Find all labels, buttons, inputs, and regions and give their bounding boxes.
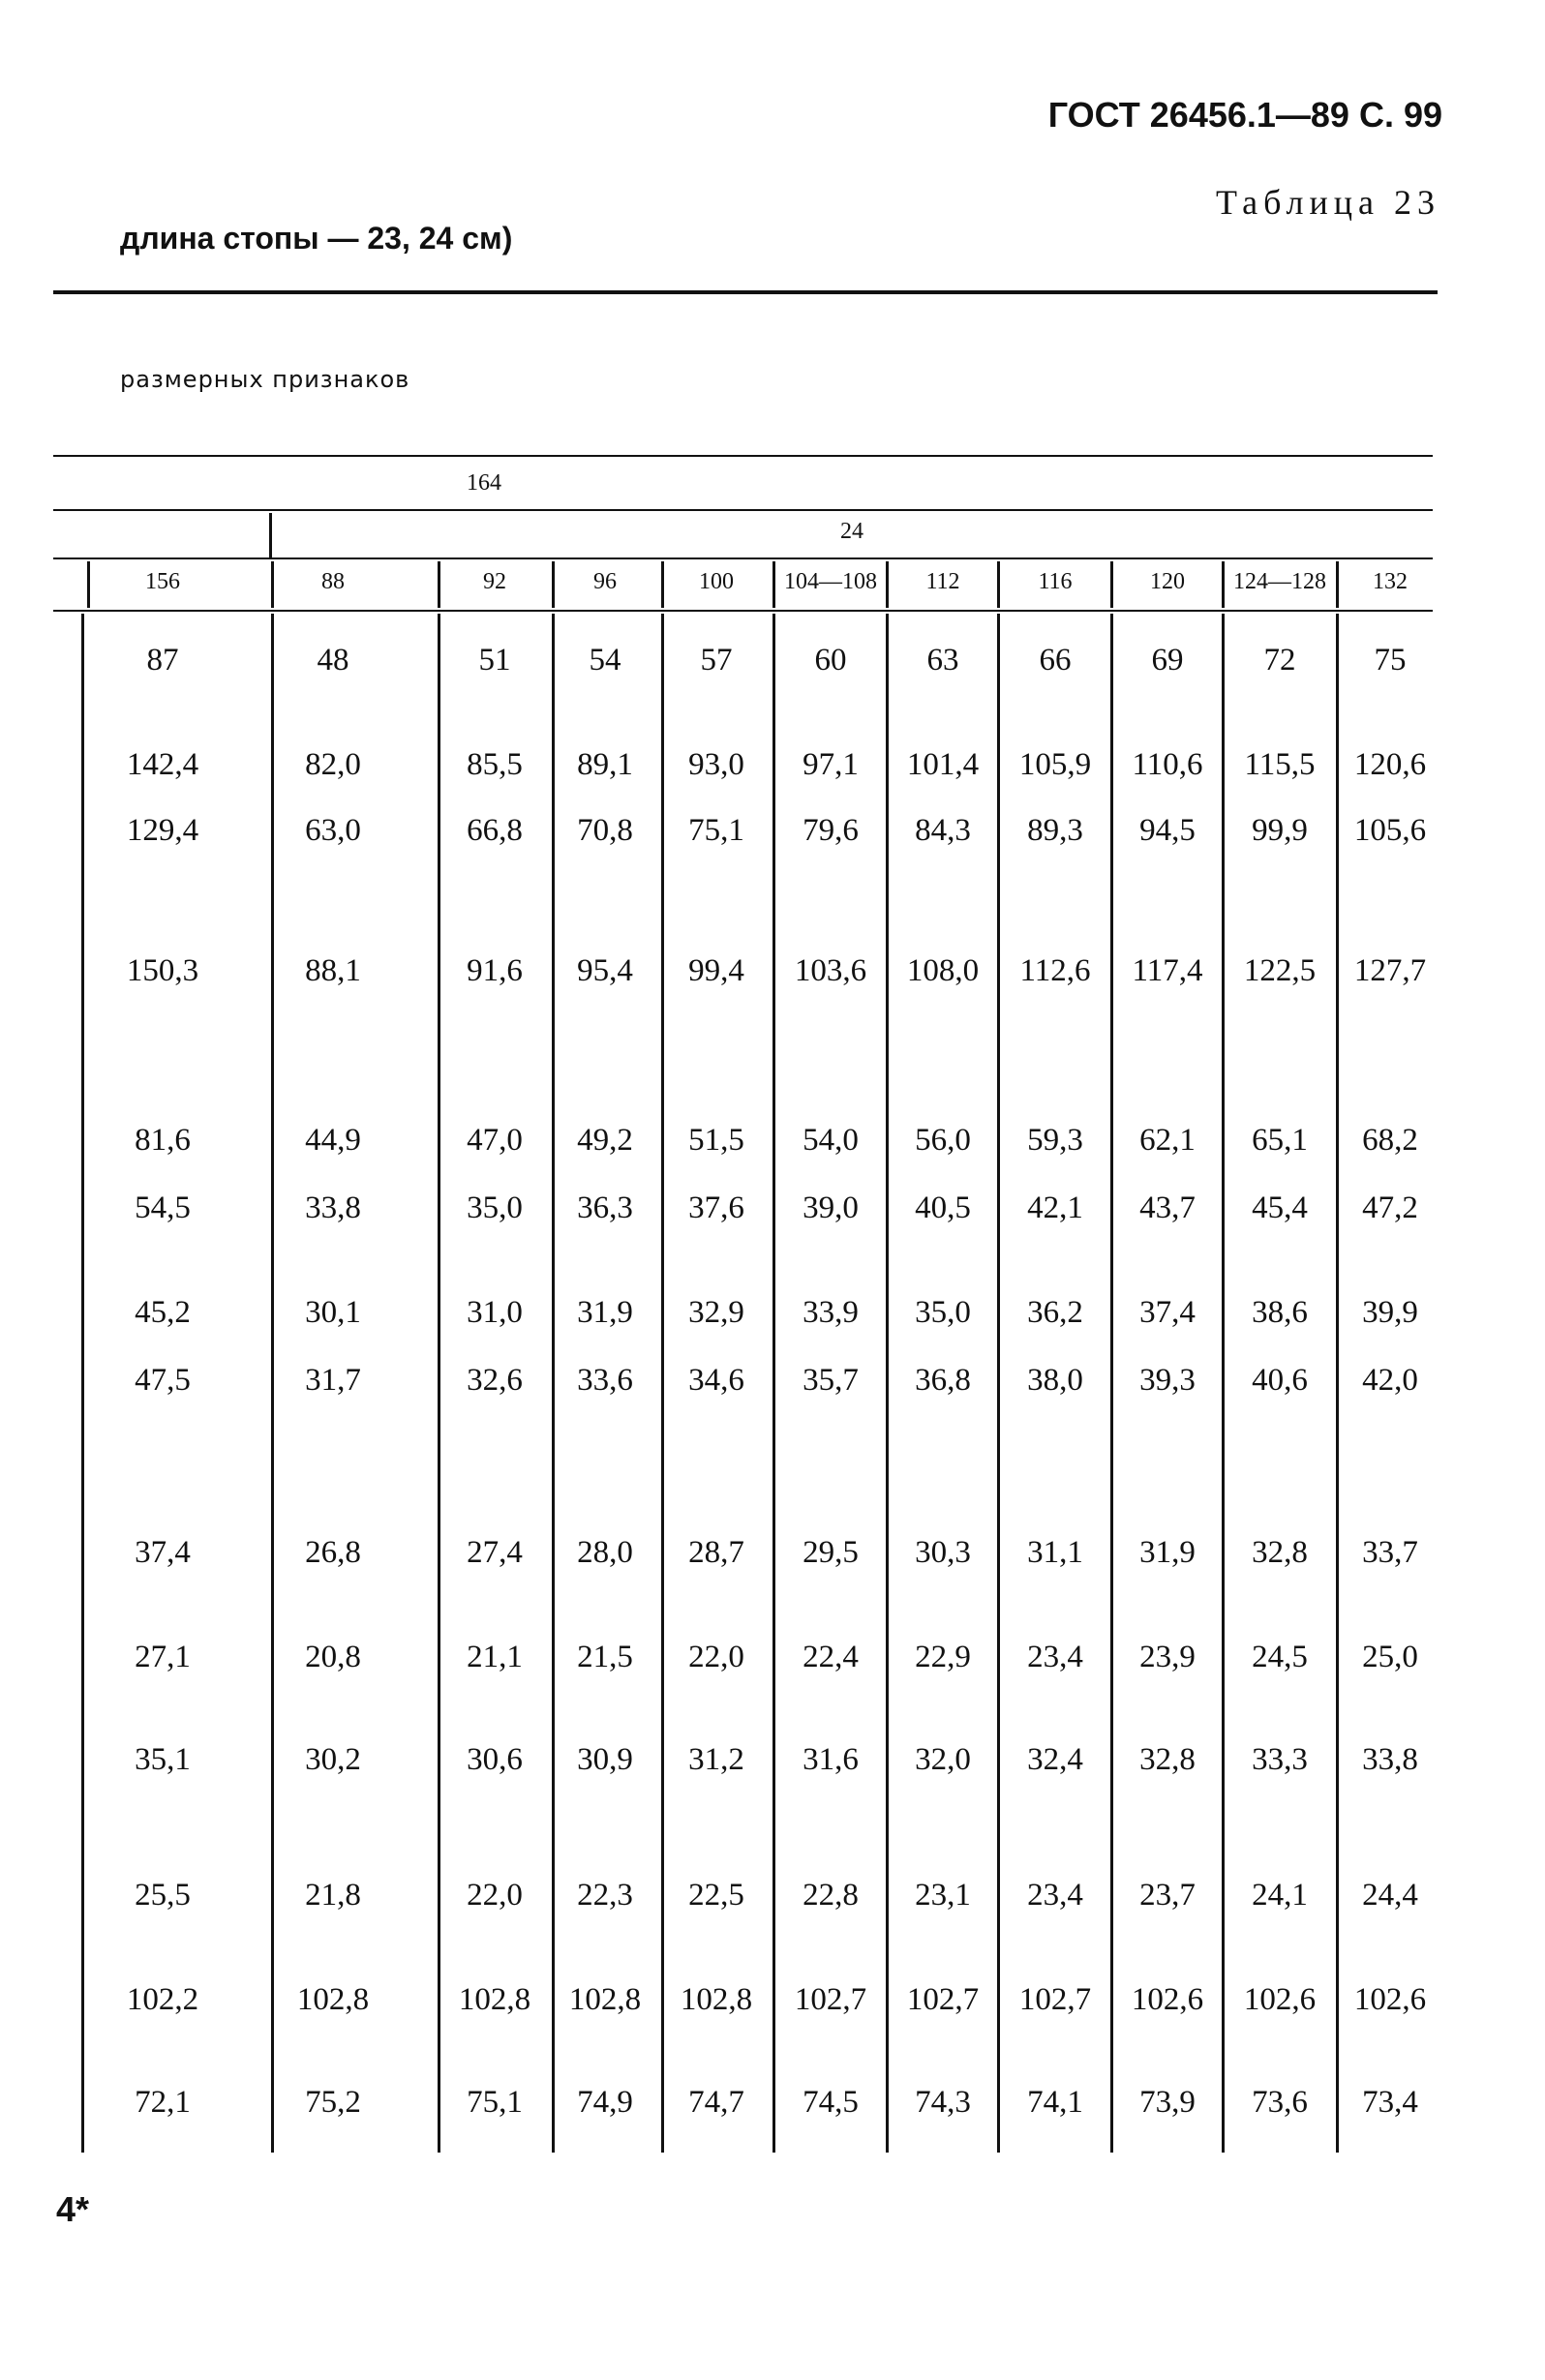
table-cell: 39,0 bbox=[803, 1190, 859, 1225]
table-cell: 23,4 bbox=[1027, 1640, 1083, 1674]
column-divider bbox=[997, 614, 1000, 2153]
table-cell: 75,1 bbox=[467, 2085, 523, 2120]
table-cell: 28,7 bbox=[688, 1535, 744, 1570]
table-cell: 30,1 bbox=[305, 1295, 361, 1330]
table-cell: 74,3 bbox=[915, 2085, 971, 2120]
table-cell: 85,5 bbox=[467, 747, 523, 782]
table-cell: 72,1 bbox=[135, 2085, 191, 2120]
table-cell: 37,6 bbox=[688, 1190, 744, 1225]
table-rule-3 bbox=[53, 557, 1433, 559]
footer-mark: 4* bbox=[56, 2189, 90, 2229]
column-divider bbox=[772, 614, 775, 2153]
table-cell: 54,0 bbox=[803, 1123, 859, 1158]
page-header: ГОСТ 26456.1—89 С. 99 bbox=[1047, 95, 1442, 135]
table-rule-4 bbox=[53, 610, 1433, 612]
column-header: 156 bbox=[145, 569, 180, 594]
table-cell: 29,5 bbox=[803, 1535, 859, 1570]
table-cell: 30,2 bbox=[305, 1742, 361, 1777]
table-cell: 49,2 bbox=[577, 1123, 633, 1158]
table-cell: 89,1 bbox=[577, 747, 633, 782]
column-header: 96 bbox=[593, 569, 617, 594]
table-cell: 66 bbox=[1039, 643, 1072, 678]
column-header: 112 bbox=[925, 569, 960, 594]
table-cell: 33,3 bbox=[1252, 1742, 1308, 1777]
column-divider bbox=[1222, 614, 1225, 2153]
table-cell: 26,8 bbox=[305, 1535, 361, 1570]
table-cell: 33,9 bbox=[803, 1295, 859, 1330]
table-cell: 23,7 bbox=[1139, 1878, 1196, 1913]
table-cell: 30,6 bbox=[467, 1742, 523, 1777]
table-cell: 22,9 bbox=[915, 1640, 971, 1674]
column-header: 104—108 bbox=[784, 569, 877, 594]
column-divider bbox=[271, 561, 274, 608]
table-cell: 47,0 bbox=[467, 1123, 523, 1158]
table-cell: 95,4 bbox=[577, 953, 633, 988]
table-cell: 23,1 bbox=[915, 1878, 971, 1913]
table-cell: 42,1 bbox=[1027, 1190, 1083, 1225]
table-cell: 69 bbox=[1151, 643, 1184, 678]
table-cell: 22,8 bbox=[803, 1878, 859, 1913]
column-divider bbox=[661, 561, 664, 608]
table-cell: 56,0 bbox=[915, 1123, 971, 1158]
table-cell: 102,7 bbox=[1018, 1982, 1092, 2017]
table-cell: 31,0 bbox=[467, 1295, 523, 1330]
table-cell: 35,1 bbox=[135, 1742, 191, 1777]
table-cell: 79,6 bbox=[803, 813, 859, 848]
table-cell: 75,1 bbox=[688, 813, 744, 848]
table-cell: 115,5 bbox=[1244, 747, 1316, 782]
table-cell: 75,2 bbox=[305, 2085, 361, 2120]
table-cell: 24,5 bbox=[1252, 1640, 1308, 1674]
table-cell: 103,6 bbox=[794, 953, 867, 988]
table-cell: 87 bbox=[146, 643, 179, 678]
table-cell: 54 bbox=[589, 643, 621, 678]
column-header: 92 bbox=[483, 569, 506, 594]
table-cell: 54,5 bbox=[135, 1190, 191, 1225]
table-cell: 65,1 bbox=[1252, 1123, 1308, 1158]
table-cell: 63,0 bbox=[305, 813, 361, 848]
table-cell: 23,9 bbox=[1139, 1640, 1196, 1674]
table-cell: 22,5 bbox=[688, 1878, 744, 1913]
table-cell: 112,6 bbox=[1019, 953, 1091, 988]
table-cell: 47,2 bbox=[1362, 1190, 1418, 1225]
table-cell: 47,5 bbox=[135, 1363, 191, 1398]
table-cell: 48 bbox=[317, 643, 349, 678]
table-cell: 25,5 bbox=[135, 1878, 191, 1913]
table-cell: 32,6 bbox=[467, 1363, 523, 1398]
table-cell: 45,2 bbox=[135, 1295, 191, 1330]
table-cell: 75 bbox=[1374, 643, 1407, 678]
table-cell: 35,7 bbox=[803, 1363, 859, 1398]
table-cell: 129,4 bbox=[126, 813, 199, 848]
table-cell: 59,3 bbox=[1027, 1123, 1083, 1158]
table-cell: 150,3 bbox=[126, 953, 199, 988]
table-cell: 102,6 bbox=[1131, 1982, 1204, 2017]
column-divider bbox=[886, 561, 889, 608]
column-header: 100 bbox=[699, 569, 734, 594]
table-cell: 102,7 bbox=[906, 1982, 980, 2017]
table-cell: 101,4 bbox=[906, 747, 980, 782]
table-cell: 24,4 bbox=[1362, 1878, 1418, 1913]
column-divider bbox=[87, 561, 90, 608]
table-cell: 40,6 bbox=[1252, 1363, 1308, 1398]
column-header: 88 bbox=[321, 569, 345, 594]
column-divider bbox=[772, 561, 775, 608]
table-cell: 91,6 bbox=[467, 953, 523, 988]
table-cell: 51,5 bbox=[688, 1123, 744, 1158]
table-cell: 32,0 bbox=[915, 1742, 971, 1777]
table-cell: 97,1 bbox=[803, 747, 859, 782]
height-group-label: 164 bbox=[467, 470, 501, 496]
table-cell: 30,3 bbox=[915, 1535, 971, 1570]
table-cell: 35,0 bbox=[467, 1190, 523, 1225]
table-cell: 89,3 bbox=[1027, 813, 1083, 848]
table-cell: 122,5 bbox=[1243, 953, 1317, 988]
table-cell: 117,4 bbox=[1132, 953, 1203, 988]
table-cell: 31,9 bbox=[1139, 1535, 1196, 1570]
table-cell: 38,6 bbox=[1252, 1295, 1308, 1330]
table-cell: 22,3 bbox=[577, 1878, 633, 1913]
table-cell: 39,3 bbox=[1139, 1363, 1196, 1398]
column-header: 124—128 bbox=[1233, 569, 1326, 594]
table-cell: 36,8 bbox=[915, 1363, 971, 1398]
table-cell: 34,6 bbox=[688, 1363, 744, 1398]
table-cell: 36,3 bbox=[577, 1190, 633, 1225]
column-divider bbox=[1110, 614, 1113, 2153]
group-divider bbox=[269, 513, 272, 557]
table-cell: 99,9 bbox=[1252, 813, 1308, 848]
table-cell: 22,4 bbox=[803, 1640, 859, 1674]
table-cell: 43,7 bbox=[1139, 1190, 1196, 1225]
table-cell: 74,9 bbox=[577, 2085, 633, 2120]
table-cell: 31,1 bbox=[1027, 1535, 1083, 1570]
table-rule-2 bbox=[53, 509, 1433, 511]
column-header: 120 bbox=[1150, 569, 1185, 594]
table-cell: 102,8 bbox=[458, 1982, 531, 2017]
table-cell: 142,4 bbox=[126, 747, 199, 782]
table-cell: 37,4 bbox=[1139, 1295, 1196, 1330]
table-cell: 102,8 bbox=[568, 1982, 642, 2017]
column-divider bbox=[81, 614, 84, 2153]
caption: размерных признаков bbox=[120, 366, 410, 393]
table-cell: 25,0 bbox=[1362, 1640, 1418, 1674]
table-cell: 102,6 bbox=[1353, 1982, 1427, 2017]
column-divider bbox=[1336, 614, 1339, 2153]
table-cell: 45,4 bbox=[1252, 1190, 1308, 1225]
table-cell: 23,4 bbox=[1027, 1878, 1083, 1913]
table-cell: 32,9 bbox=[688, 1295, 744, 1330]
table-cell: 27,4 bbox=[467, 1535, 523, 1570]
table-cell: 66,8 bbox=[467, 813, 523, 848]
table-cell: 20,8 bbox=[305, 1640, 361, 1674]
table-cell: 40,5 bbox=[915, 1190, 971, 1225]
table-label: Таблица 23 bbox=[1216, 183, 1440, 222]
table-cell: 88,1 bbox=[305, 953, 361, 988]
table-cell: 44,9 bbox=[305, 1123, 361, 1158]
table-cell: 60 bbox=[814, 643, 847, 678]
column-divider bbox=[661, 614, 664, 2153]
table-cell: 120,6 bbox=[1353, 747, 1427, 782]
table-cell: 82,0 bbox=[305, 747, 361, 782]
column-divider bbox=[552, 614, 555, 2153]
table-cell: 22,0 bbox=[467, 1878, 523, 1913]
table-cell: 33,8 bbox=[305, 1190, 361, 1225]
table-cell: 24,1 bbox=[1252, 1878, 1308, 1913]
table-cell: 38,0 bbox=[1027, 1363, 1083, 1398]
subtitle: длина стопы — 23, 24 см) bbox=[120, 221, 513, 256]
table-cell: 37,4 bbox=[135, 1535, 191, 1570]
column-divider bbox=[438, 614, 440, 2153]
table-cell: 21,8 bbox=[305, 1878, 361, 1913]
table-cell: 62,1 bbox=[1139, 1123, 1196, 1158]
table-cell: 31,2 bbox=[688, 1742, 744, 1777]
table-cell: 68,2 bbox=[1362, 1123, 1418, 1158]
table-cell: 108,0 bbox=[906, 953, 980, 988]
table-cell: 32,8 bbox=[1252, 1535, 1308, 1570]
table-cell: 30,9 bbox=[577, 1742, 633, 1777]
table-cell: 105,9 bbox=[1018, 747, 1092, 782]
table-cell: 33,8 bbox=[1362, 1742, 1418, 1777]
table-cell: 110,6 bbox=[1132, 747, 1203, 782]
table-cell: 33,6 bbox=[577, 1363, 633, 1398]
table-cell: 105,6 bbox=[1353, 813, 1427, 848]
table-cell: 31,9 bbox=[577, 1295, 633, 1330]
foot-group-label: 24 bbox=[840, 519, 863, 544]
table-cell: 102,8 bbox=[296, 1982, 370, 2017]
table-cell: 31,6 bbox=[803, 1742, 859, 1777]
table-cell: 72 bbox=[1263, 643, 1296, 678]
table-cell: 28,0 bbox=[577, 1535, 633, 1570]
column-divider bbox=[438, 561, 440, 608]
table-cell: 73,6 bbox=[1252, 2085, 1308, 2120]
column-divider bbox=[1336, 561, 1339, 608]
table-cell: 63 bbox=[926, 643, 959, 678]
table-cell: 102,7 bbox=[794, 1982, 867, 2017]
table-cell: 32,8 bbox=[1139, 1742, 1196, 1777]
table-cell: 33,7 bbox=[1362, 1535, 1418, 1570]
column-header: 116 bbox=[1038, 569, 1073, 594]
table-cell: 74,7 bbox=[688, 2085, 744, 2120]
table-cell: 27,1 bbox=[135, 1640, 191, 1674]
table-cell: 73,9 bbox=[1139, 2085, 1196, 2120]
table-cell: 42,0 bbox=[1362, 1363, 1418, 1398]
table-cell: 21,1 bbox=[467, 1640, 523, 1674]
table-cell: 99,4 bbox=[688, 953, 744, 988]
table-cell: 31,7 bbox=[305, 1363, 361, 1398]
table-cell: 57 bbox=[700, 643, 733, 678]
column-divider bbox=[1222, 561, 1225, 608]
table-cell: 32,4 bbox=[1027, 1742, 1083, 1777]
table-cell: 102,6 bbox=[1243, 1982, 1317, 2017]
table-cell: 102,8 bbox=[680, 1982, 753, 2017]
column-divider bbox=[997, 561, 1000, 608]
table-cell: 102,2 bbox=[126, 1982, 199, 2017]
table-cell: 73,4 bbox=[1362, 2085, 1418, 2120]
table-cell: 21,5 bbox=[577, 1640, 633, 1674]
column-divider bbox=[552, 561, 555, 608]
column-divider bbox=[271, 614, 274, 2153]
table-cell: 74,5 bbox=[803, 2085, 859, 2120]
column-header: 132 bbox=[1373, 569, 1408, 594]
table-cell: 51 bbox=[478, 643, 511, 678]
table-cell: 94,5 bbox=[1139, 813, 1196, 848]
top-rule bbox=[53, 290, 1438, 294]
table-cell: 93,0 bbox=[688, 747, 744, 782]
table-cell: 84,3 bbox=[915, 813, 971, 848]
table-cell: 35,0 bbox=[915, 1295, 971, 1330]
table-cell: 81,6 bbox=[135, 1123, 191, 1158]
table-cell: 74,1 bbox=[1027, 2085, 1083, 2120]
table-cell: 70,8 bbox=[577, 813, 633, 848]
table-rule-1 bbox=[53, 455, 1433, 457]
table-cell: 22,0 bbox=[688, 1640, 744, 1674]
table-cell: 36,2 bbox=[1027, 1295, 1083, 1330]
column-divider bbox=[886, 614, 889, 2153]
table-cell: 39,9 bbox=[1362, 1295, 1418, 1330]
table-cell: 127,7 bbox=[1353, 953, 1427, 988]
column-divider bbox=[1110, 561, 1113, 608]
